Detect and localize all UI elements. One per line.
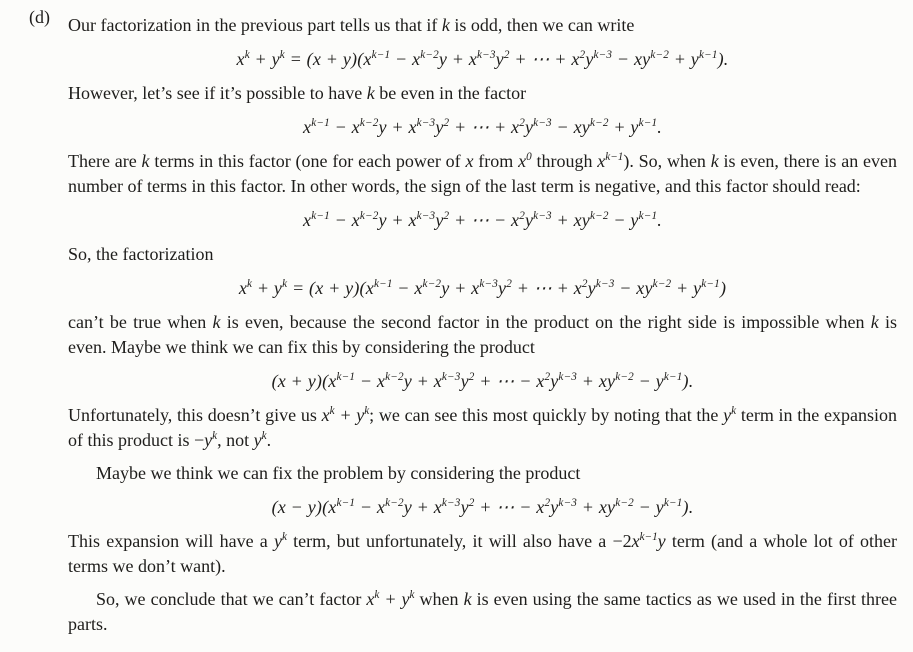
formula-fix-attempt1: $(x + y)(x^{k-1} - x^{k-2}y + x^{k-3}y^2$ + ⋯ − $x^2y^{k-3} + xy^{k-2} - y^{k-1}$). — [271, 371, 694, 391]
paragraph-so-factorization: So, the factorization — [68, 244, 214, 264]
formula-factor: $x^{k-1} - x^{k-2}y + x^{k-3}y^2$ + ⋯ + $x^2y^{k-3} - xy^{k-2} + y^{k-1}$. — [303, 117, 662, 137]
paragraph-terms: There are k terms in this factor (one for each power of x from $x^0$ through $x^{k-1}$). So, when k is even, there is an even number of terms in this factor. In other words, the sign of the last term is negative, and this factor should read: — [68, 151, 897, 196]
paragraph-however: However, let’s see if it’s possible to have k be even in the factor — [68, 83, 527, 103]
formula-odd-repeat: $x^k + y^k = (x + y)(x^{k-1} - x^{k-2}y + x^{k-3}y^2$ + ⋯ + $x^2y^{k-3} - xy^{k-2} + y^{k-1}$) — [238, 278, 727, 298]
paragraph-unfortunately: Unfortunately, this doesn’t give us $x^k + y^k$; we can see this most quickly by noting that the $y^k$ term in the expansion of this product is $-y^k$, not $y^k$. — [68, 405, 897, 450]
paragraph-cant-be-true: can’t be true when k is even, because the second factor in the product on the right side is impossible when k is even. Maybe we think we can fix this by considering the product — [68, 312, 897, 357]
formula-fix-attempt2: $(x - y)(x^{k-1} - x^{k-2}y + x^{k-3}y^2$ + ⋯ − $x^2y^{k-3} + xy^{k-2} - y^{k-1}$). — [271, 497, 694, 517]
intro-paragraph: Our factorization in the previous part tells us that if k is odd, then we can write — [68, 15, 635, 35]
formula-odd-factorization: $x^k + y^k = (x + y)(x^{k-1} - x^{k-2}y + x^{k-3}y^2$ + ⋯ + $x^2y^{k-3} - xy^{k-2} + y^{k-1}$). — [236, 49, 729, 69]
paragraph-maybe-fix: Maybe we think we can fix the problem by considering the product — [96, 463, 581, 483]
paragraph-conclude: So, we conclude that we can’t factor $x^k + y^k$ when k is even using the same tactics as we used in the first three parts. — [68, 589, 897, 634]
formula-factor-even: $x^{k-1} - x^{k-2}y + x^{k-3}y^2$ + ⋯ − $x^2y^{k-3} + xy^{k-2} - y^{k-1}$. — [303, 210, 662, 230]
item-label: (d) — [29, 7, 50, 27]
paragraph-expansion: This expansion will have a $y^k$ term, but unfortunately, it will also have $a -2x^{k-1}y$ term (and a whole lot of other terms we don’t want). — [68, 531, 897, 576]
